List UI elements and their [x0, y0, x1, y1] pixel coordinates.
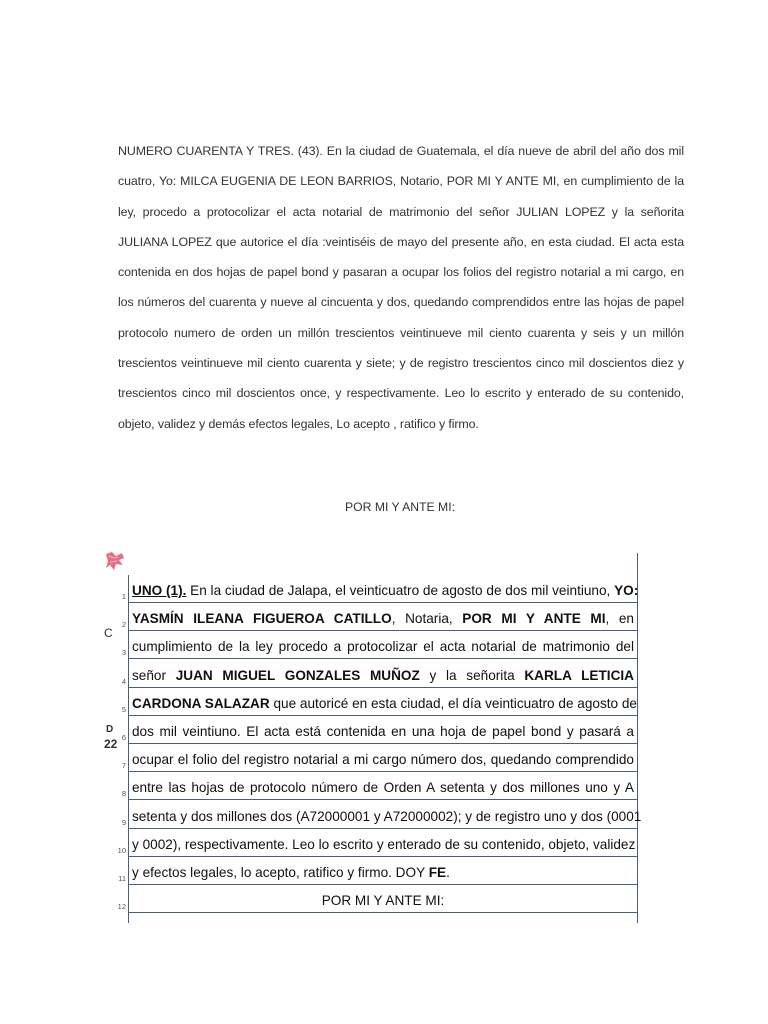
line-number: 4 [121, 676, 126, 686]
page1-paragraph: NUMERO CUARENTA Y TRES. (43). En la ciudad de Guatemala, el día nueve de abril del año dos mil cuatro, Yo: MILCA EUGENIA DE LEON BARRIOS, Notario, POR MI Y ANTE MI, en cumplimiento de la ley, procedo a protocolizar el acta notarial de matrimonio del señor JULIAN LOPEZ y la señorita JULIANA LOPEZ que autorice el día :veintiséis de mayo del presente año, en esta ciudad. El acta esta contenida en dos hojas de papel bond y pasaran a ocupar los folios del registro notarial a mi cargo, en los números del cuarenta y nueve al cincuenta y dos, quedando comprendidos entre las hojas de papel protocolo numero de orden un millón trescientos veintinueve mil ciento cuarenta y seis y un millón trescientos veintinueve mil ciento cuarenta y siete; y de registro trescientos cinco mil doscientos diez y trescientos cinco mil doscientos once, y respectivamente. Leo lo escrito y enterado de su contenido, objeto, validez y demás efectos legales, Lo acepto , ratifico y firmo. [118, 144, 684, 431]
line-number: 9 [121, 817, 126, 827]
margin-mark-3: 22 [104, 737, 118, 751]
line-number: 11 [118, 874, 126, 883]
line-number: 6 [121, 733, 126, 742]
protocol-ruled-line [128, 912, 638, 913]
protocol-line [100, 744, 638, 772]
text-run: y efectos legales, lo acepto, ratifico y firmo. DOY [132, 865, 429, 880]
line-number: 1 [121, 592, 126, 601]
protocol-line-text [132, 808, 642, 825]
line-number: 8 [121, 789, 126, 799]
protocol-line [100, 660, 638, 688]
protocol-line-text [132, 582, 639, 599]
text-run: y 0002), respectivamente. Leo lo escrito y enterado de su contenido, objeto, validez [132, 836, 636, 852]
text-run: y la señorita [419, 667, 525, 683]
protocol-line [100, 688, 638, 716]
page1-signature: POR MI Y ANTE MI: [345, 500, 455, 514]
protocol-line-text [132, 892, 634, 909]
text-run: UNO (1). [132, 583, 187, 598]
line-number: 3 [121, 648, 126, 658]
text-run: señor [132, 667, 176, 683]
text-run: En la ciudad de Jalapa, el veinticuatro de agosto de dos mil veintiuno, [186, 583, 615, 598]
protocol-line [100, 575, 638, 603]
protocol-line [100, 829, 638, 857]
protocol-line-text [132, 779, 634, 796]
protocol-line [100, 603, 638, 631]
protocol-sheet [100, 553, 660, 923]
protocol-line [100, 772, 638, 800]
protocol-line-text [132, 836, 634, 853]
text-run: entre las hojas de protocolo número de Orden A setenta y dos millones uno y A [132, 780, 634, 796]
text-run: , en [605, 611, 634, 627]
line-number: 7 [121, 761, 126, 771]
protocol-line [100, 716, 638, 744]
protocol-line-text [132, 610, 634, 627]
protocol-line-text [132, 723, 634, 740]
protocol-line [100, 631, 638, 659]
protocol-line-text [132, 667, 634, 684]
line-number: 12 [117, 902, 126, 912]
text-run: que autoricé en esta ciudad, el día veinticuatro de agosto de [269, 695, 637, 711]
text-run: FE [428, 865, 447, 880]
text-run: dos mil veintiuno. El acta está contenida en una hoja de papel bond y pasará a [132, 724, 634, 739]
protocol-line [100, 801, 642, 829]
text-run: POR MI Y ANTE MI: [321, 893, 445, 909]
text-run: POR MI Y ANTE MI [462, 611, 606, 627]
text-run: KARLA LETICIA [524, 667, 634, 683]
margin-mark-2: D [106, 724, 114, 735]
text-run: JUAN MIGUEL GONZALES MUÑOZ [175, 667, 420, 683]
text-run: ocupar el folio del registro notarial a mi cargo número dos, quedando comprendido [132, 752, 634, 768]
margin-mark-1: C [104, 626, 113, 640]
protocol-line-text [132, 695, 637, 712]
text-run: . [446, 865, 450, 880]
line-number: 10 [117, 845, 126, 855]
protocol-line [100, 857, 638, 885]
protocol-line-text [132, 638, 634, 655]
text-run: YASMÍN ILEANA FIGUEROA CATILLO [132, 611, 392, 627]
text-run: YO: [614, 583, 639, 598]
protocol-line-text [132, 751, 634, 768]
text-run: CARDONA SALAZAR [132, 695, 270, 711]
protocol-line-text [132, 864, 634, 881]
text-run: , Notaria, [391, 611, 463, 627]
protocol-line [100, 885, 638, 913]
line-number: 2 [121, 620, 126, 630]
text-run: cumplimiento de la ley procedo a protocolizar el acta notarial de matrimonio del [132, 639, 634, 655]
line-number: 5 [121, 704, 126, 714]
text-run: setenta y dos millones dos (A72000001 y A72000002); y de registro uno y dos (0001 [132, 808, 642, 824]
